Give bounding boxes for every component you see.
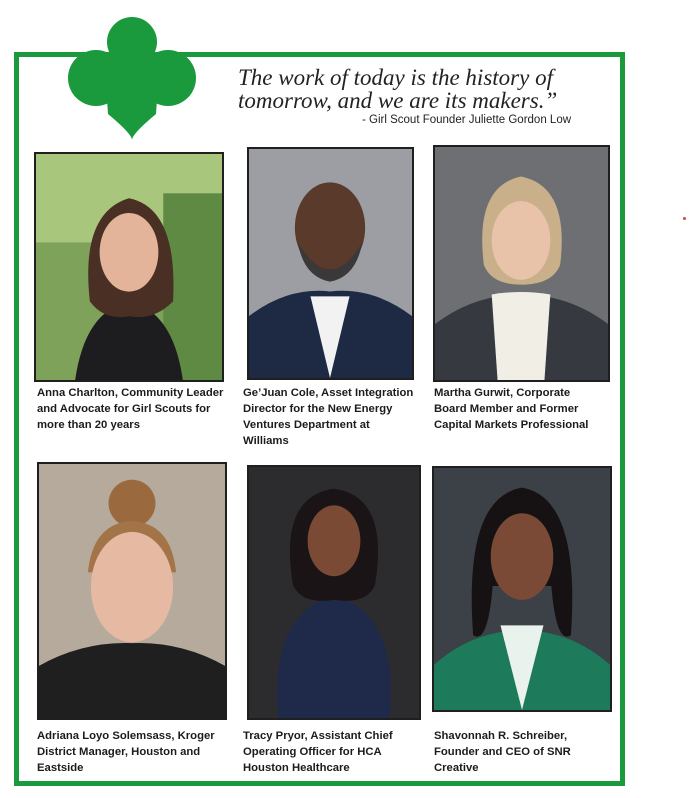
caption-gejuan-cole: Ge’Juan Cole, Asset Integration Director for the New Energy Ventures Department at Williams [243,387,414,447]
quote-attribution: - Girl Scout Founder Juliette Gordon Low [362,114,572,126]
caption-martha-gurwit: Martha Gurwit, Corporate Board Member and Former Capital Markets Professional [434,387,589,431]
portrait-gejuan-cole [247,147,414,380]
red-dot [683,217,686,220]
caption-shavonnah-schreiber: Shavonnah R. Schreiber, Founder and CEO of SNR Creative [434,730,571,774]
portrait-shavonnah-schreiber [432,466,612,712]
caption-tracy-pryor: Tracy Pryor, Assistant Chief Operating Officer for HCA Houston Healthcare [243,730,393,774]
quote-line-2: tomorrow, and we are its makers.” [238,88,558,113]
caption-anna-charlton: Anna Charlton, Community Leader and Advocate for Girl Scouts for more than 20 years [37,387,224,431]
portrait-adriana-loyo-solemsass [37,462,227,720]
portrait-anna-charlton [34,152,224,382]
portrait-martha-gurwit [433,145,610,382]
trefoil-icon [66,16,198,142]
quote-text [238,66,598,112]
quote-line-1: The work of today is the history of [238,65,553,90]
caption-adriana-loyo-solemsass: Adriana Loyo Solemsass, Kroger District Manager, Houston and Eastside [37,730,215,774]
portrait-tracy-pryor [247,465,421,720]
